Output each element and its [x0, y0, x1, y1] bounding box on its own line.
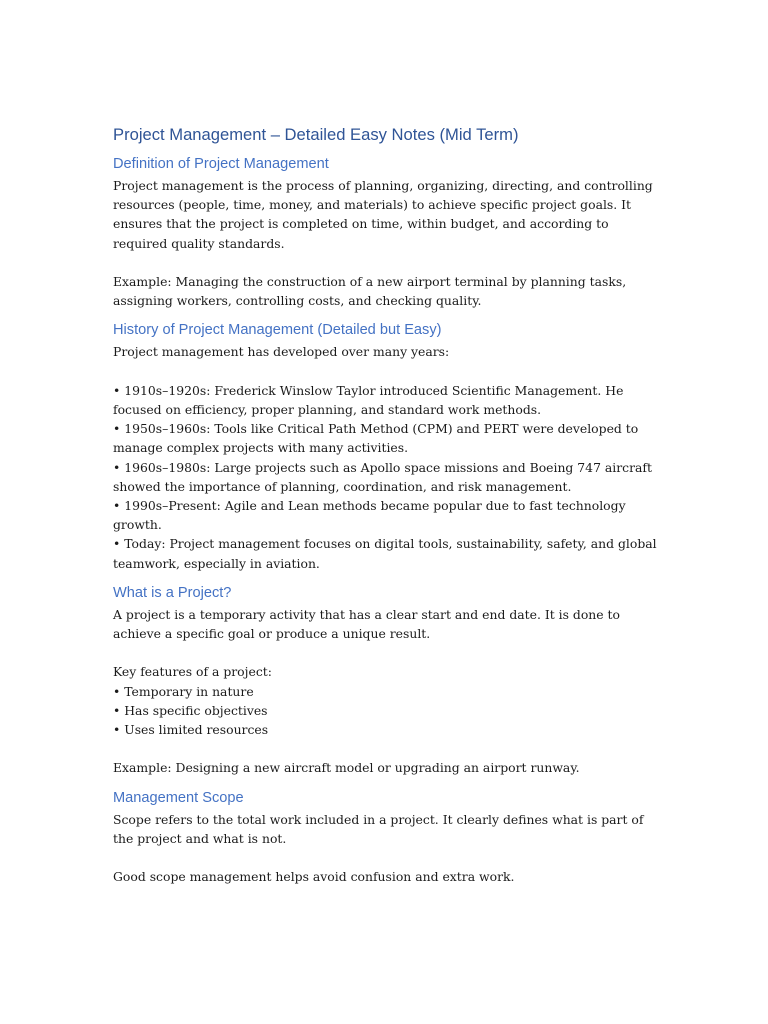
definition-example: Example: Managing the construction of a new airport terminal by planning tasks, assigning workers, controlling costs, and checking quality. — [113, 274, 627, 309]
document-page — [113, 124, 658, 886]
history-list — [113, 381, 658, 573]
project-heading: What is a Project? — [113, 584, 232, 601]
history-item: • 1960s–1980s: Large projects such as Apollo space missions and Boeing 747 aircraft showed the importance of planning, coordination, and risk management. — [113, 459, 652, 494]
definition-paragraph: Project management is the process of planning, organizing, directing, and controlling resources (people, time, money, and materials) to achieve specific project goals. It ensures that the project is completed on time, within budget, and according to required quality standards. — [113, 178, 653, 251]
scope-paragraph: Scope refers to the total work included in a project. It clearly defines what is part of the project and what is not. — [113, 811, 644, 846]
project-example: Example: Designing a new aircraft model or upgrading an airport runway. — [113, 760, 580, 776]
feature-item: • Temporary in nature — [113, 683, 254, 699]
definition-section — [113, 154, 658, 310]
project-section — [113, 583, 658, 778]
project-features — [113, 662, 658, 739]
history-item: • 1950s–1960s: Tools like Critical Path Method (CPM) and PERT were developed to manage complex projects with many activities. — [113, 421, 639, 456]
project-paragraph: A project is a temporary activity that has a clear start and end date. It is done to achieve a specific goal or produce a unique result. — [113, 606, 620, 642]
definition-heading: Definition of Project Management — [113, 156, 329, 172]
features-label: Key features of a project: — [113, 664, 272, 680]
history-item: • Today: Project management focuses on digital tools, sustainability, safety, and global teamwork, especially in aviation. — [113, 536, 657, 571]
feature-item: • Has specific objectives — [113, 702, 268, 718]
history-item: • 1990s–Present: Agile and Lean methods became popular due to fast technology growth. — [113, 498, 626, 533]
history-intro: Project management has developed over many years: — [113, 344, 450, 360]
history-heading: History of Project Management (Detailed but Easy) — [113, 322, 442, 339]
scope-heading: Management Scope — [113, 789, 244, 806]
history-section — [113, 320, 658, 572]
history-item: • 1910s–1920s: Frederick Winslow Taylor introduced Scientific Management. He focused on efficiency, proper planning, and standard work methods. — [113, 382, 624, 417]
scope-section — [113, 788, 658, 887]
feature-item: • Uses limited resources — [113, 722, 269, 738]
scope-note: Good scope management helps avoid confusion and extra work. — [113, 869, 515, 885]
document-title: Project Management – Detailed Easy Notes (Mid Term) — [113, 125, 519, 144]
